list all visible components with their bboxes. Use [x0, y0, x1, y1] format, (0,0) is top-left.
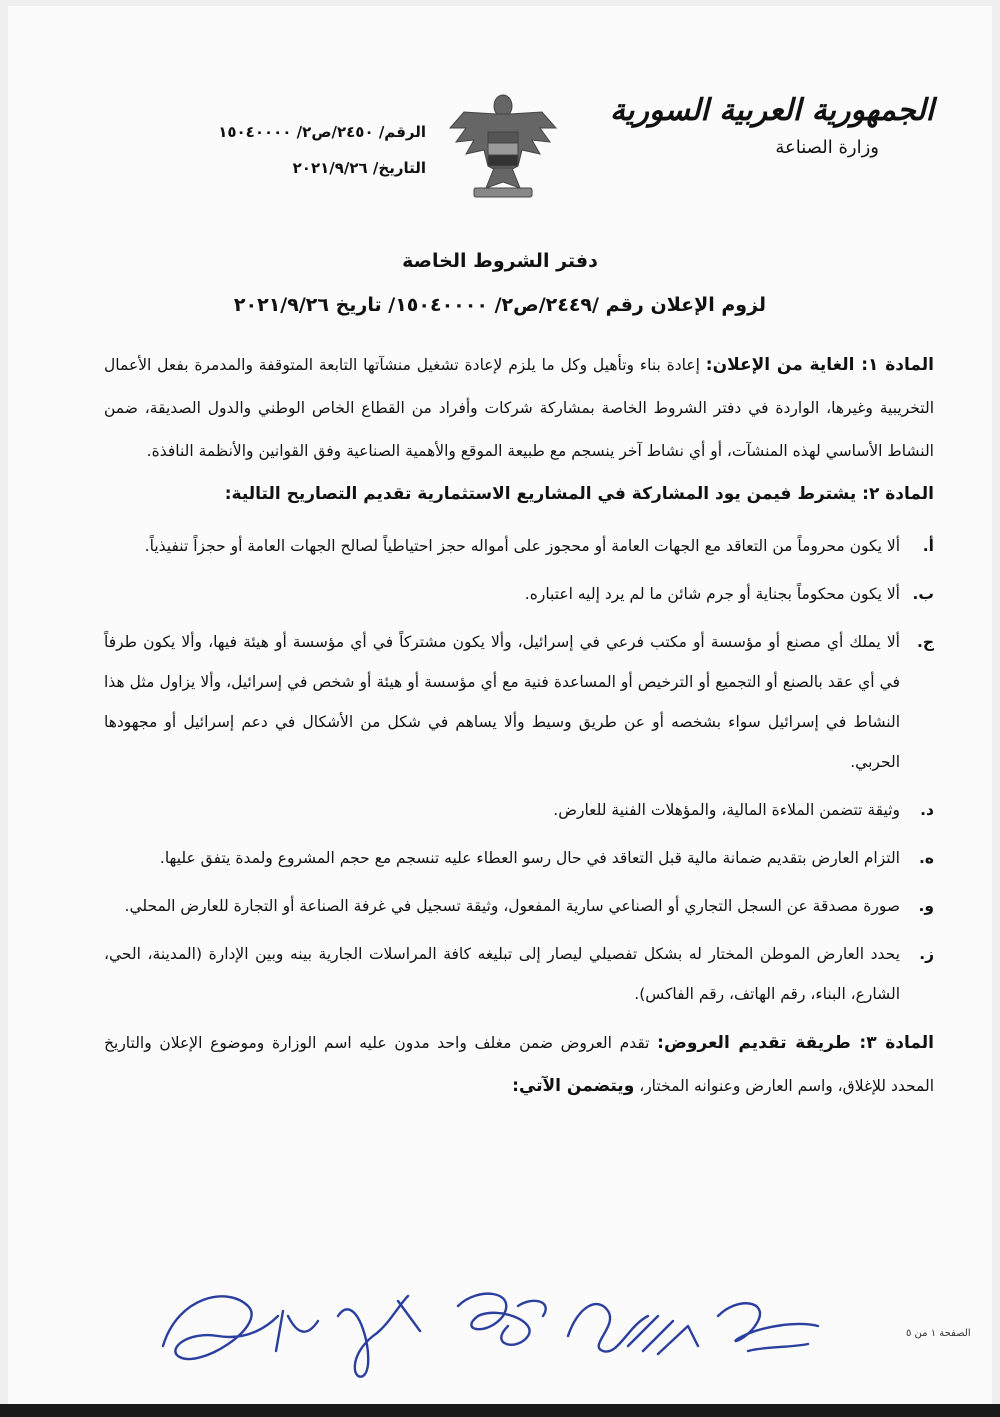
article-3-heading: المادة ٣: طريقة تقديم العروض: [657, 1033, 934, 1053]
item-text: ألا يملك أي مصنع أو مؤسسة أو مكتب فرعي في إسرائيل، وألا يكون مشتركاً في أي مؤسسة أو هيئة فيها، وألا يكون طرفاً في أي عقد بالصنع أو التجميع أو الترخيص أو المساعدة فنية مع أي مؤسسة أو هيئة أو شخص في إسرائيل، وألا يزاول مثل هذا النشاط في إسرائيل سواء بشخصه أو عن طريق وسيط وألا يساهم في شكل من الأشكال في دعم إسرائيل أو مجهودها الحربي. [104, 633, 900, 771]
list-item [104, 574, 934, 614]
item-text: يحدد العارض الموطن المختار له بشكل تفصيلي ليصار إلى تبليغه كافة المراسلات الجارية بينه وبين الإدارة (المدينة، الحي، الشارع، البناء، رقم الهاتف، رقم الفاكس). [104, 945, 900, 1003]
item-text: ألا يكون محكوماً بجناية أو جرم شائن ما لم يرد إليه اعتباره. [524, 585, 900, 603]
list-item [104, 886, 934, 926]
eagle-emblem-icon [444, 88, 562, 204]
list-item [104, 790, 934, 830]
article-2-heading: المادة ٢: يشترط فيمن يود المشاركة في المشاريع الاستثمارية تقديم التصاريح التالية: [224, 484, 934, 504]
republic-name: الجمهورية العربية السورية [610, 93, 934, 128]
article-2-list [104, 526, 934, 1014]
reference-block [156, 114, 426, 186]
list-item [104, 934, 934, 1014]
signatures-icon [158, 1276, 828, 1386]
item-mark: د. [920, 801, 934, 819]
item-mark: أ. [922, 537, 934, 555]
document-subtitle: لزوم الإعلان رقم /٢٤٤٩/ص٢/ ١٥٠٤٠٠٠٠/ تاريخ ٢٠٢١/٩/٢٦ [233, 294, 767, 316]
reference-date: التاريخ/ ٢٠٢١/٩/٢٦ [292, 159, 426, 177]
document-page [8, 6, 992, 1404]
item-mark: ج. [916, 633, 934, 651]
list-item [104, 838, 934, 878]
item-text: التزام العارض بتقديم ضمانة مالية قبل التعاقد في حال رسو العطاء عليه تنسجم مع حجم المشروع ولمدة يتفق عليها. [159, 849, 900, 867]
article-3-tail: ويتضمن الآتي: [512, 1076, 635, 1096]
reference-number: الرقم/ ٢٤٥٠/ص٢/ ١٥٠٤٠٠٠٠ [218, 123, 426, 141]
document-title: دفتر الشروط الخاصة [402, 250, 598, 272]
article-3-text: تقدم العروض ضمن مغلف واحد مدون عليه اسم الوزارة وموضوع الإعلان والتاريخ المحدد للإغلاق، واسم العارض وعنوانه المختار، [104, 1034, 934, 1095]
list-item [104, 526, 934, 566]
item-mark: ب. [912, 585, 934, 603]
scan-border [0, 1404, 1000, 1417]
item-mark: ه. [918, 849, 934, 867]
list-item [104, 622, 934, 782]
article-3 [104, 1022, 934, 1108]
document-body [104, 344, 934, 1108]
letterhead [604, 91, 934, 158]
article-1 [104, 344, 934, 473]
item-mark: و. [918, 897, 934, 915]
item-text: ألا يكون محروماً من التعاقد مع الجهات العامة أو محجوز على أمواله حجز احتياطياً لصالح الجهات العامة أو حجزاً تنفيذياً. [144, 537, 900, 555]
page-number: الصفحة ١ من ٥ [906, 1328, 971, 1339]
item-text: وثيقة تتضمن الملاءة المالية، والمؤهلات الفنية للعارض. [553, 801, 900, 819]
article-1-text: إعادة بناء وتأهيل وكل ما يلزم لإعادة تشغيل منشآتها التابعة المتوقفة والمدمرة بفعل الأعمال التخريبية وغيرها، الواردة في دفتر الشروط الخاصة بمشاركة شركات وأفراد من القطاع الخاص الوطني والدول الصديقة، ضمن النشاط الأساسي لهذه المنشآت، أو أي نشاط آخر ينسجم مع طبيعة الموقع والأهمية الصناعية وفق القوانين والأنظمة النافذة. [104, 356, 934, 460]
item-text: صورة مصدقة عن السجل التجاري أو الصناعي سارية المفعول، وثيقة تسجيل في غرفة الصناعة أو التجارة للعارض المحلي. [124, 897, 900, 915]
article-1-heading: المادة ١: الغاية من الإعلان: [705, 355, 935, 375]
ministry-name: وزارة الصناعة [775, 137, 879, 158]
item-mark: ز. [919, 945, 934, 963]
